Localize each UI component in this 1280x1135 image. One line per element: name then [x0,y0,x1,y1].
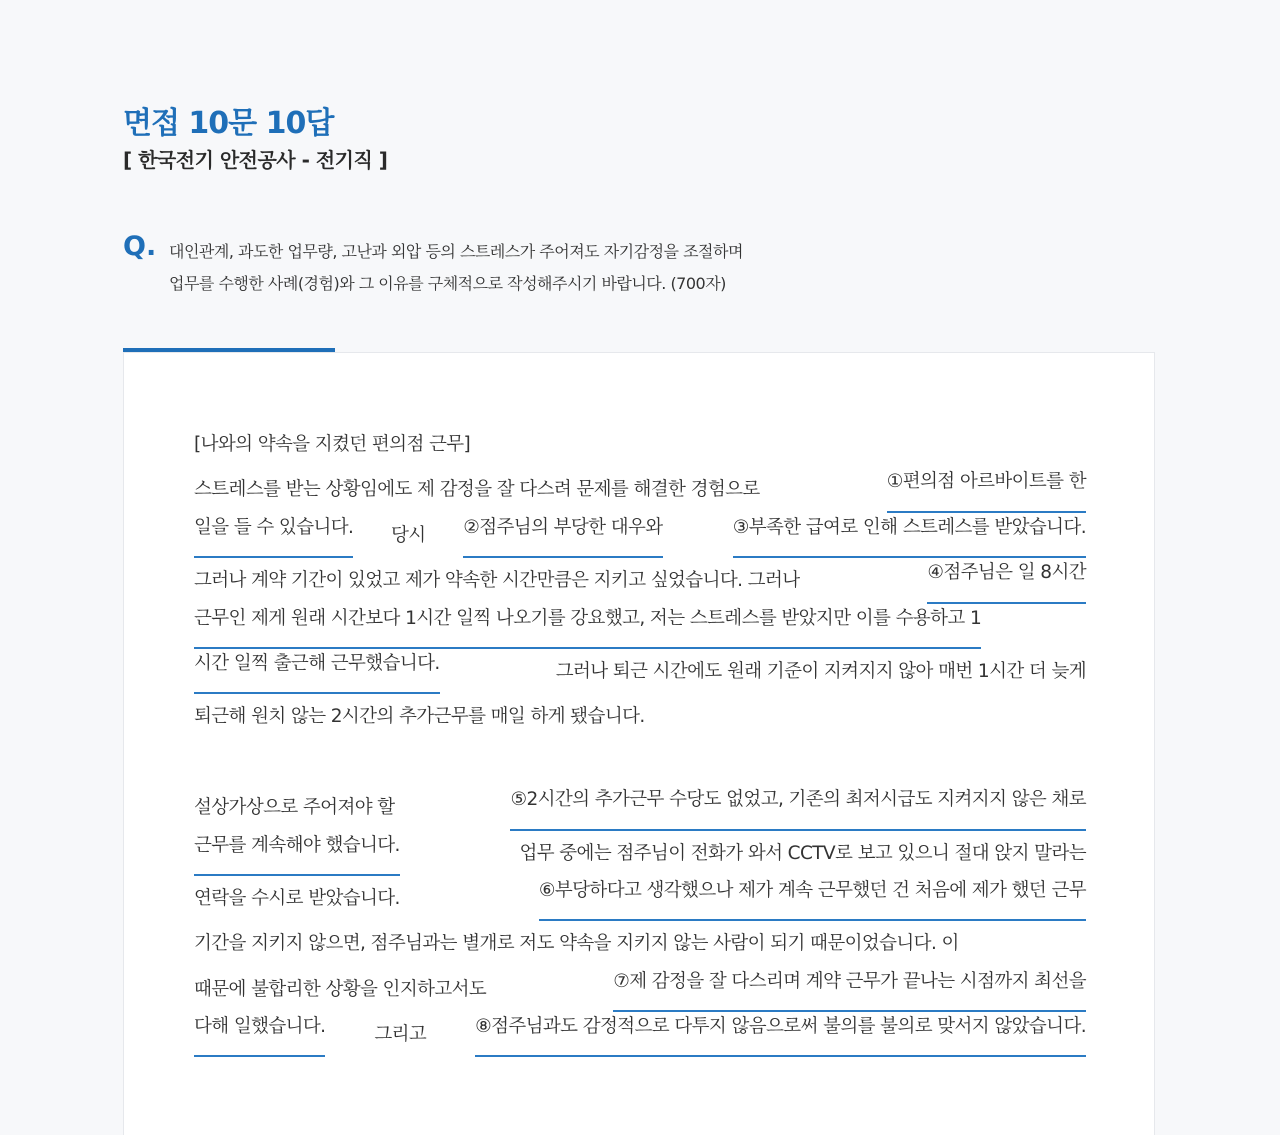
question-mark: Q. [123,231,157,262]
underlined-segment: ②점주님의 부당한 대우와 [463,513,662,558]
page-title: 면접 10문 10답 [123,106,334,141]
answer-line [194,967,1086,1012]
underlined-segment: 시간 일찍 출근해 근무했습니다. [194,649,440,694]
underlined-segment: 근무를 계속해야 했습니다. [194,831,400,876]
text-segment: 그리고 [369,1024,432,1046]
answer-line [194,694,1086,739]
answer-line [194,558,1086,603]
underlined-segment: ③부족한 급여로 인해 스트레스를 받았습니다. [733,513,1086,558]
paragraph-gap [194,740,1086,785]
text-segment: 퇴근해 원치 않는 2시간의 추가근무를 매일 하게 됐습니다. [194,706,645,728]
answer-line [194,1012,1086,1057]
answer-line [194,604,1086,649]
text-segment: 그러나 퇴근 시간에도 원래 기준이 지켜지지 않아 매번 1시간 더 늦게 [550,660,1086,682]
underlined-segment: ①편의점 아르바이트를 한 [887,467,1086,512]
text-segment: 연락을 수시로 받았습니다. [194,887,406,909]
underlined-segment: 근무인 제게 원래 시간보다 1시간 일찍 나오기를 강요했고, 저는 스트레스를 받았지만 이를 수용하고 1 [194,604,981,649]
answer-line [194,831,1086,876]
text-segment: 스트레스를 받는 상황임에도 제 감정을 잘 다스려 문제를 해결한 경험으로 [194,479,765,501]
text-segment: 당시 [385,524,431,546]
underlined-segment: ⑥부당하다고 생각했으나 제가 계속 근무했던 건 처음에 제가 했던 근무 [539,876,1086,921]
question-line: 업무를 수행한 사례(경험)와 그 이유를 구체적으로 작성해주시기 바랍니다. (700자) [169,274,726,293]
text-segment: 때문에 불합리한 상황을 인지하고서도 [194,978,492,1000]
underlined-segment: ④점주님은 일 8시간 [927,558,1086,603]
underlined-segment: ⑤2시간의 추가근무 수당도 없었고, 기존의 최저시급도 지켜지지 않은 채로 [510,785,1086,830]
question-text [169,236,889,300]
answer-line [194,649,1086,694]
underlined-segment: ⑧점주님과도 감정적으로 다투지 않음으로써 불의를 불의로 맞서지 않았습니다. [475,1012,1086,1057]
question-line: 대인관계, 과도한 업무량, 고난과 외압 등의 스트레스가 주어져도 자기감정을 조절하며 [169,242,743,261]
heading-text: [나와의 약속을 지켰던 편의점 근무] [194,434,471,455]
underlined-segment: 다해 일했습니다. [194,1012,325,1057]
page-subtitle: [ 한국전기 안전공사 - 전기직 ] [123,148,388,172]
answer-line [194,467,1086,512]
answer-line [194,785,1086,830]
answer-text [194,422,1086,1057]
text-segment: 설상가상으로 주어져야 할 [194,797,400,819]
answer-line [194,876,1086,921]
text-segment: 그러나 계약 기간이 있었고 제가 약속한 시간만큼은 지키고 싶었습니다. 그러나 [194,570,805,592]
underlined-segment: 일을 들 수 있습니다. [194,513,353,558]
answer-heading [194,422,1086,467]
text-segment [695,513,700,558]
text-segment: 기간을 지키지 않으면, 점주님과는 별개로 저도 약속을 지키지 않는 사람이 되기 때문이었습니다. 이 [194,933,959,955]
answer-line [194,921,1086,966]
answer-line [194,513,1086,558]
text-segment: 업무 중에는 점주님이 전화가 와서 CCTV로 보고 있으니 절대 앉지 말라는 [514,842,1086,864]
underlined-segment: ⑦제 감정을 잘 다스리며 계약 근무가 끝나는 시점까지 최선을 [613,967,1086,1012]
